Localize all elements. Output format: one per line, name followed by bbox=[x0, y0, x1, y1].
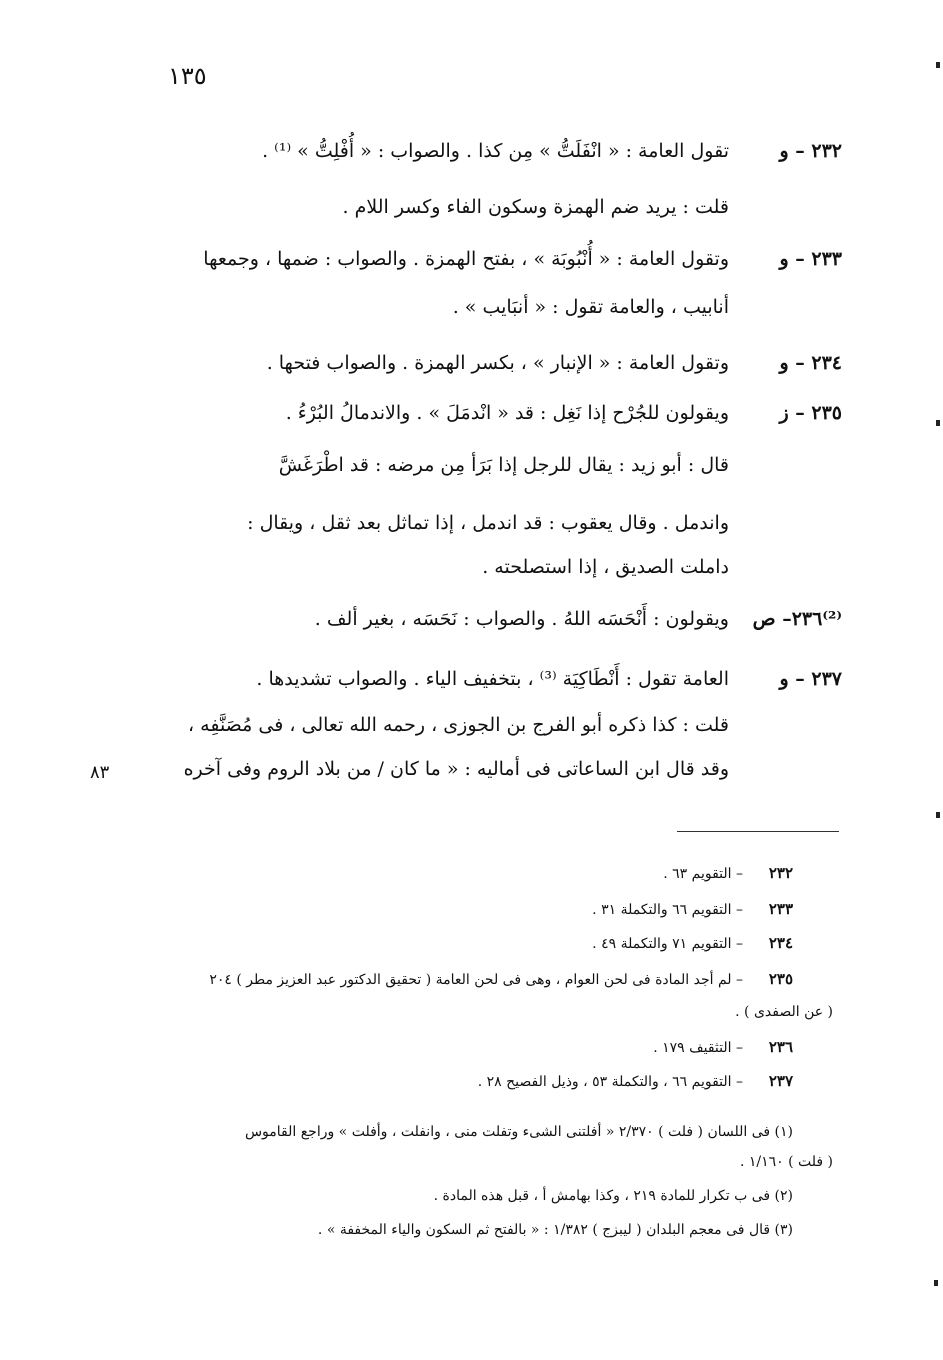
entry-number: ٢٣٣ – و bbox=[779, 248, 842, 270]
scan-mark bbox=[936, 62, 940, 68]
entry-line: وتقول العامة : « الإنبار » ، بكسر الهمزة . والصواب فتحها . bbox=[266, 352, 729, 374]
entry-number: ⁽²⁾٢٣٦– ص bbox=[752, 608, 842, 630]
page-number: ١٣٥ bbox=[168, 62, 207, 90]
source-text: – التقويم ٦٦ والتكملة ٣١ . bbox=[592, 902, 743, 918]
entry-line: العامة تقول : أَنْطَاكِيَة ⁽³⁾ ، بتخفيف الياء . والصواب تشديدها . bbox=[256, 668, 729, 690]
note-text: (١) فى اللسان ( فلت ) ٢/٣٧٠ « أفلتنى الشىء وتفلت منى ، وانفلت ، وأفلت » وراجع القاموس bbox=[244, 1124, 793, 1140]
source-number: ٢٣٧ bbox=[768, 1072, 793, 1090]
footnote-divider bbox=[677, 831, 839, 832]
source-number: ٢٣٦ bbox=[768, 1038, 793, 1056]
entry-line: ويقولون : أَنْحَسَه اللهُ . والصواب : نَحَسَه ، بغير ألف . bbox=[314, 608, 729, 630]
entry-line: قلت : كذا ذكره أبو الفرج بن الجوزى ، رحمه الله تعالى ، فى مُصَنَّفِه ، bbox=[187, 714, 729, 736]
source-number: ٢٣٢ bbox=[768, 864, 793, 882]
scan-mark bbox=[936, 812, 940, 818]
entry-line: ويقولون للجُرْح إذا نَغِل : قد « انْدمَلَ » . والاندمالُ البُرْءُ . bbox=[285, 402, 729, 424]
entry-line: واندمل . وقال يعقوب : قد اندمل ، إذا تماثل بعد ثقل ، ويقال : bbox=[247, 512, 729, 534]
margin-number: ٨٣ bbox=[90, 762, 110, 783]
entry-line: قال : أبو زيد : يقال للرجل إذا بَرَأ مِن مرضه : قد اطْرَغَشَّ bbox=[278, 454, 729, 476]
source-text: ( عن الصفدى ) . bbox=[735, 1004, 833, 1020]
note-text: ( فلت ) ١/١٦٠ . bbox=[739, 1154, 833, 1170]
source-text: – التقويم ٦٦ ، والتكملة ٥٣ ، وذيل الفصيح ٢٨ . bbox=[477, 1074, 743, 1090]
source-text: – التقويم ٦٣ . bbox=[663, 866, 743, 882]
entry-number: ٢٣٧ – و bbox=[779, 668, 842, 690]
scan-mark bbox=[936, 420, 940, 426]
source-number: ٢٣٥ bbox=[768, 970, 793, 988]
entry-number: ٢٣٥ – ز bbox=[779, 402, 842, 424]
entry-number: ٢٣٢ – و bbox=[779, 140, 842, 162]
source-text: – لم أجد المادة فى لحن العوام ، وهى فى لحن العامة ( تحقيق الدكتور عبد العزيز مطر ) ٢٠٤ bbox=[209, 972, 743, 988]
note-text: (٢) فى ب تكرار للمادة ٢١٩ ، وكذا بهامش أ ، قبل هذه المادة . bbox=[433, 1188, 793, 1204]
source-number: ٢٣٤ bbox=[768, 934, 793, 952]
entry-line: قلت : يريد ضم الهمزة وسكون الفاء وكسر اللام . bbox=[342, 196, 729, 218]
entry-line: وقد قال ابن الساعاتى فى أماليه : « ما كان / من بلاد الروم وفى آخره bbox=[183, 758, 729, 780]
source-text: – التقويم ٧١ والتكملة ٤٩ . bbox=[592, 936, 743, 952]
entry-line: داملت الصديق ، إذا استصلحته . bbox=[482, 556, 729, 578]
entry-number: ٢٣٤ – و bbox=[779, 352, 842, 374]
entry-line: أنابيب ، والعامة تقول : « أنبَايب » . bbox=[452, 296, 729, 318]
scan-mark bbox=[934, 1280, 938, 1286]
note-text: (٣) قال فى معجم البلدان ( ليبزج ) ١/٣٨٢ : « بالفتح ثم السكون والياء المخففة » . bbox=[317, 1222, 793, 1238]
source-text: – التثقيف ١٧٩ . bbox=[653, 1040, 743, 1056]
source-number: ٢٣٣ bbox=[768, 900, 793, 918]
entry-line: وتقول العامة : « أُنْبُوبَة » ، بفتح الهمزة . والصواب : ضمها ، وجمعها bbox=[203, 248, 729, 270]
entry-line: تقول العامة : « انْفَلَتُّ » مِن كذا . والصواب : « أُفْلِتُّ » ⁽¹⁾ . bbox=[262, 140, 729, 162]
